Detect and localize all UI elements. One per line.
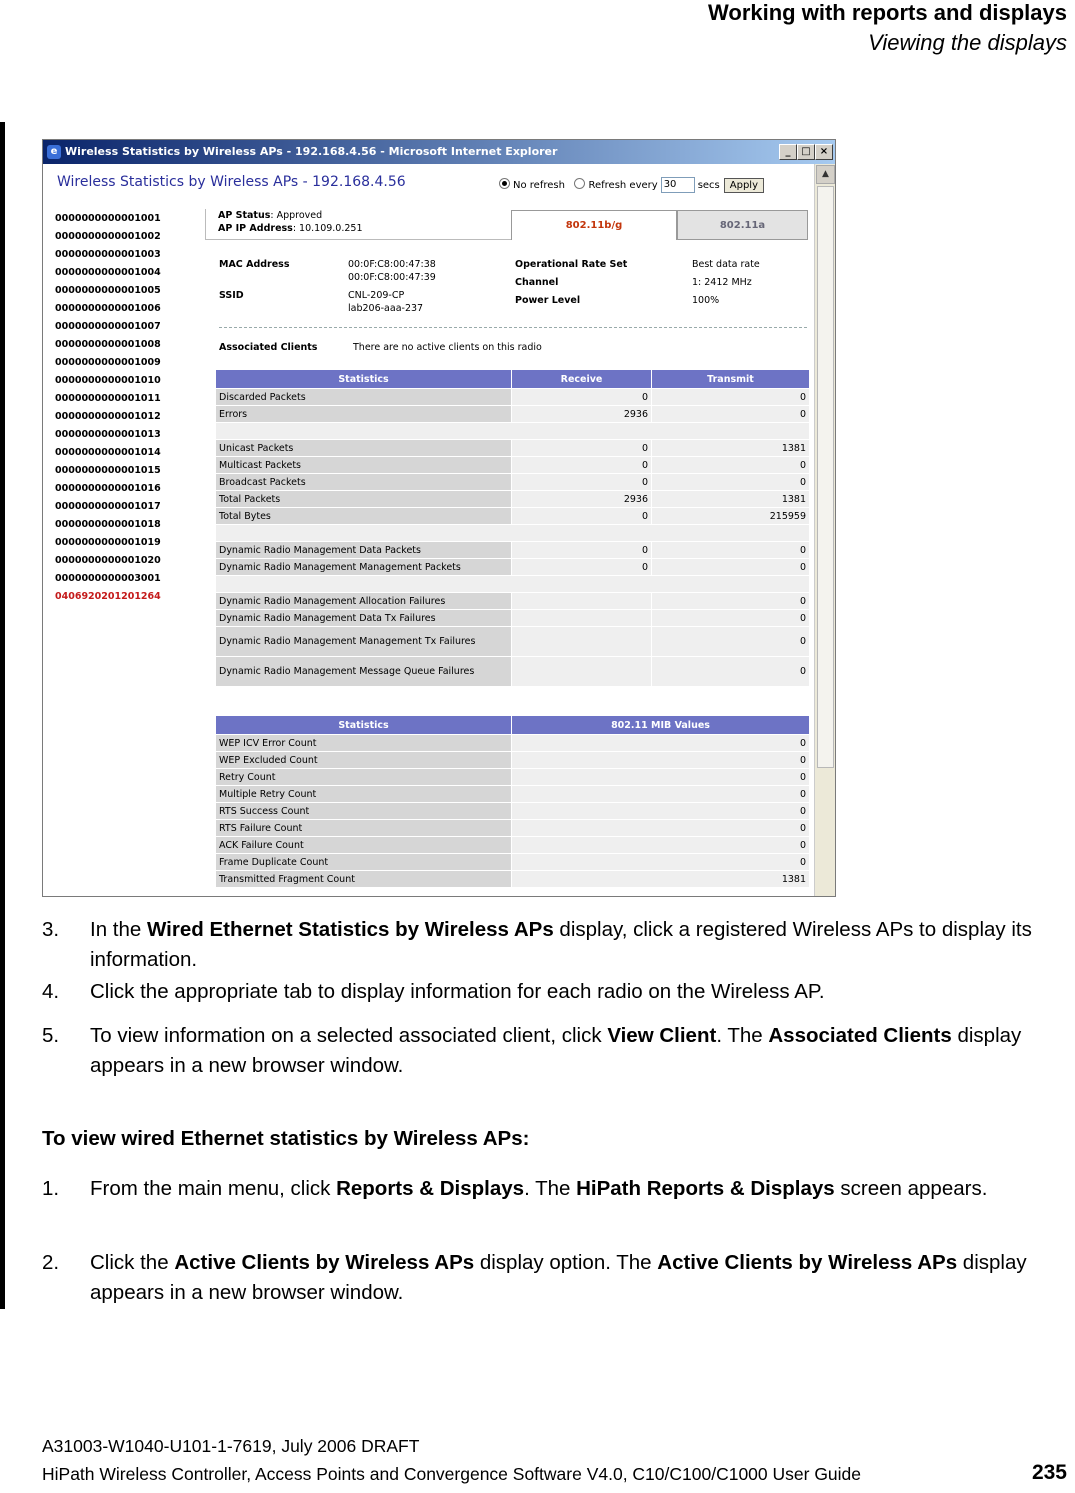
change-bar — [0, 122, 5, 1309]
step-fragment: display appears in a new browser window. — [90, 1024, 1022, 1077]
step-emphasis: Wired Ethernet Statistics by Wireless APs — [147, 918, 554, 941]
table-row — [216, 491, 810, 508]
step-emphasis: HiPath Reports & Displays — [576, 1177, 835, 1200]
ap-list-item[interactable]: 0000000000001014 — [55, 447, 161, 458]
table-row — [216, 457, 810, 474]
refresh-every-label: Refresh every — [588, 180, 658, 191]
ap-list-item[interactable]: 0000000000001015 — [55, 465, 161, 476]
ap-list-item[interactable]: 0000000000001007 — [55, 321, 161, 332]
receive-cell: 0 — [512, 457, 652, 474]
minimize-button[interactable]: _ — [779, 144, 797, 160]
ssid-value-2: lab206-aaa-237 — [348, 303, 424, 314]
tab-802-11a[interactable]: 802.11a — [677, 210, 808, 240]
stat-name-cell: Dynamic Radio Management Management Packets — [216, 559, 512, 576]
mib-value-cell: 0 — [512, 786, 810, 803]
spacer-cell — [216, 576, 810, 593]
table-row — [216, 752, 810, 769]
table-row — [216, 769, 810, 786]
step-fragment: display, click a registered Wireless APs to display its information. — [90, 918, 1032, 971]
window-titlebar — [43, 140, 835, 164]
ap-list-item[interactable]: 0000000000001002 — [55, 231, 161, 242]
stat-name-cell: Multicast Packets — [216, 457, 512, 474]
table-row — [216, 440, 810, 457]
ap-list-item[interactable]: 0000000000001008 — [55, 339, 161, 350]
close-button[interactable]: × — [815, 144, 833, 160]
tab-802-11bg[interactable]: 802.11b/g — [511, 210, 677, 240]
step-text — [90, 915, 1070, 975]
mib-name-cell: WEP ICV Error Count — [216, 735, 512, 752]
assoc-clients-label: Associated Clients — [219, 342, 318, 353]
step-text — [90, 1021, 1070, 1081]
procedure-heading: To view wired Ethernet statistics by Wireless APs: — [42, 1127, 530, 1150]
step-number: 3. — [42, 918, 60, 941]
ap-list-item[interactable]: 0000000000001019 — [55, 537, 161, 548]
transmit-cell: 215959 — [652, 508, 810, 525]
table-row — [216, 786, 810, 803]
ap-list-item[interactable]: 0000000000003001 — [55, 573, 161, 584]
stat-name-cell: Dynamic Radio Management Allocation Failures — [216, 593, 512, 610]
mib-name-cell: Transmitted Fragment Count — [216, 871, 512, 888]
footer-doc-id: A31003-W1040-U101-1-7619, July 2006 DRAFT — [42, 1436, 420, 1456]
ssid-value-1: CNL-209-CP — [348, 290, 405, 301]
page-heading: Wireless Statistics by Wireless APs - 192.168.4.56 — [57, 174, 406, 190]
table-row — [216, 803, 810, 820]
table-row — [216, 542, 810, 559]
mib-name-cell: Multiple Retry Count — [216, 786, 512, 803]
window-title: Wireless Statistics by Wireless APs - 192.168.4.56 - Microsoft Internet Explorer — [65, 145, 558, 158]
receive-cell: 2936 — [512, 491, 652, 508]
step-text — [90, 1248, 1070, 1308]
mib-value-cell: 0 — [512, 769, 810, 786]
rate-label: Operational Rate Set — [515, 259, 628, 270]
receive-cell: 0 — [512, 542, 652, 559]
ap-list-item[interactable]: 0000000000001013 — [55, 429, 161, 440]
step-fragment: Click the appropriate tab to display information for each radio on the Wireless AP. — [90, 980, 825, 1003]
stat-name-cell: Dynamic Radio Management Message Queue Failures — [216, 657, 512, 687]
maximize-button[interactable]: □ — [797, 144, 815, 160]
table-row — [216, 610, 810, 627]
scroll-up-icon[interactable]: ▲ — [816, 165, 835, 184]
table-row — [216, 871, 810, 888]
ssid-label: SSID — [219, 290, 244, 301]
step-fragment: display option. The — [474, 1251, 658, 1274]
ap-list-item[interactable]: 0000000000001010 — [55, 375, 161, 386]
transmit-cell: 0 — [652, 627, 810, 657]
stat-name-cell: Broadcast Packets — [216, 474, 512, 491]
transmit-cell: 0 — [652, 542, 810, 559]
power-label: Power Level — [515, 295, 581, 306]
page-number: 235 — [1031, 1461, 1067, 1484]
step-text — [90, 977, 1070, 1007]
transmit-cell: 0 — [652, 406, 810, 423]
ap-list-item[interactable]: 0000000000001012 — [55, 411, 161, 422]
table-row — [216, 406, 810, 423]
ie-icon: e — [47, 145, 61, 159]
step-number: 1. — [42, 1177, 60, 1200]
mib-header-statistics: Statistics — [216, 716, 512, 735]
mib-name-cell: RTS Failure Count — [216, 820, 512, 837]
step-text — [90, 1174, 1070, 1204]
transmit-cell: 0 — [652, 559, 810, 576]
page-content — [43, 164, 815, 896]
mib-header-values: 802.11 MIB Values — [512, 716, 810, 735]
step-emphasis: Reports & Displays — [336, 1177, 525, 1200]
receive-cell: 0 — [512, 559, 652, 576]
transmit-cell: 1381 — [652, 491, 810, 508]
ap-list-item[interactable]: 0000000000001018 — [55, 519, 161, 530]
apply-button[interactable]: Apply — [724, 178, 764, 193]
step-fragment: screen appears. — [834, 1177, 988, 1200]
mib-name-cell: ACK Failure Count — [216, 837, 512, 854]
mib-name-cell: Frame Duplicate Count — [216, 854, 512, 871]
ap-status-label: AP Status — [218, 210, 271, 221]
ap-status-value: : Approved — [270, 210, 323, 221]
table-row — [216, 423, 810, 440]
stat-name-cell: Total Bytes — [216, 508, 512, 525]
transmit-cell: 0 — [652, 593, 810, 610]
step-number: 2. — [42, 1251, 60, 1274]
step-fragment: In the — [90, 918, 147, 941]
table-row — [216, 576, 810, 593]
mib-value-cell: 1381 — [512, 871, 810, 888]
mib-value-cell: 0 — [512, 837, 810, 854]
step-emphasis: Active Clients by Wireless APs — [174, 1251, 475, 1274]
receive-cell — [512, 627, 652, 657]
secs-label: secs — [697, 180, 720, 191]
ap-list — [55, 210, 161, 606]
ap-list-item[interactable]: 0000000000001003 — [55, 249, 161, 260]
transmit-cell: 0 — [652, 457, 810, 474]
transmit-cell: 0 — [652, 389, 810, 406]
step-fragment: From the main menu, click — [90, 1177, 337, 1200]
mac-value-2: 00:0F:C8:00:47:39 — [348, 272, 436, 283]
browser-screenshot — [42, 139, 836, 897]
step-fragment: . The — [716, 1024, 769, 1047]
header-subtitle: Viewing the displays — [868, 30, 1067, 55]
assoc-clients-value: There are no active clients on this radio — [353, 342, 542, 353]
ap-ip-label: AP IP Address — [218, 223, 293, 234]
no-refresh-radio[interactable] — [499, 178, 510, 189]
ap-list-item[interactable]: 0000000000001006 — [55, 303, 161, 314]
stat-name-cell: Unicast Packets — [216, 440, 512, 457]
ap-status-panel — [205, 209, 511, 240]
step-fragment: display appears in a new browser window. — [90, 1251, 1027, 1304]
scroll-thumb[interactable] — [817, 186, 834, 768]
channel-label: Channel — [515, 277, 559, 288]
mib-value-cell: 0 — [512, 854, 810, 871]
table-row — [216, 837, 810, 854]
table-row — [216, 657, 810, 687]
ap-list-item[interactable]: 0000000000001011 — [55, 393, 161, 404]
step-fragment: . The — [524, 1177, 577, 1200]
rate-value: Best data rate — [692, 259, 760, 270]
spacer-cell — [216, 423, 810, 440]
vertical-scrollbar[interactable] — [814, 164, 835, 896]
divider — [219, 327, 807, 328]
stats-header-transmit: Transmit — [652, 370, 810, 389]
step-fragment: To view information on a selected associated client, click — [90, 1024, 608, 1047]
transmit-cell: 1381 — [652, 440, 810, 457]
spacer-cell — [216, 525, 810, 542]
receive-cell: 2936 — [512, 406, 652, 423]
receive-cell: 0 — [512, 440, 652, 457]
ap-list-item[interactable]: 0000000000001001 — [55, 213, 161, 224]
refresh-controls — [499, 177, 764, 193]
table-row — [216, 525, 810, 542]
transmit-cell: 0 — [652, 610, 810, 627]
table-row — [216, 508, 810, 525]
mac-label: MAC Address — [219, 259, 290, 270]
footer-guide-title: HiPath Wireless Controller, Access Points and Convergence Software V4.0, C10/C100/C1000 User Guide — [42, 1464, 862, 1484]
step-fragment: Click the — [90, 1251, 175, 1274]
step-emphasis: Associated Clients — [768, 1024, 952, 1047]
step-emphasis: Active Clients by Wireless APs — [657, 1251, 958, 1274]
stat-name-cell: Discarded Packets — [216, 389, 512, 406]
ap-list-item[interactable]: 0000000000001009 — [55, 357, 161, 368]
receive-cell — [512, 657, 652, 687]
receive-cell: 0 — [512, 389, 652, 406]
table-row — [216, 820, 810, 837]
ap-list-item[interactable]: 0000000000001020 — [55, 555, 161, 566]
stats-header-receive: Receive — [512, 370, 652, 389]
step-emphasis: View Client — [607, 1024, 717, 1047]
mib-name-cell: WEP Excluded Count — [216, 752, 512, 769]
receive-cell: 0 — [512, 508, 652, 525]
ap-ip-value: : 10.109.0.251 — [292, 223, 363, 234]
table-row — [216, 389, 810, 406]
ap-list-item[interactable]: 0000000000001017 — [55, 501, 161, 512]
mib-value-cell: 0 — [512, 820, 810, 837]
ap-list-item[interactable]: 0000000000001005 — [55, 285, 161, 296]
transmit-cell: 0 — [652, 474, 810, 491]
receive-cell — [512, 610, 652, 627]
table-row — [216, 735, 810, 752]
ap-list-item[interactable]: 0000000000001004 — [55, 267, 161, 278]
receive-cell: 0 — [512, 474, 652, 491]
channel-value: 1: 2412 MHz — [692, 277, 752, 288]
mib-value-cell: 0 — [512, 735, 810, 752]
stats-header-statistics: Statistics — [216, 370, 512, 389]
table-row — [216, 559, 810, 576]
stat-name-cell: Dynamic Radio Management Data Tx Failures — [216, 610, 512, 627]
step-number: 5. — [42, 1024, 60, 1047]
table-row — [216, 627, 810, 657]
mib-name-cell: RTS Success Count — [216, 803, 512, 820]
step-number: 4. — [42, 980, 60, 1003]
table-row — [216, 854, 810, 871]
refresh-every-radio[interactable] — [574, 178, 585, 189]
mib-table — [215, 715, 810, 888]
header-title: Working with reports and displays — [708, 0, 1067, 25]
transmit-cell: 0 — [652, 657, 810, 687]
refresh-interval-input[interactable]: 30 — [661, 177, 695, 193]
ap-list-item[interactable]: 0000000000001016 — [55, 483, 161, 494]
table-row — [216, 474, 810, 491]
receive-cell — [512, 593, 652, 610]
table-row — [216, 593, 810, 610]
mib-value-cell: 0 — [512, 752, 810, 769]
stat-name-cell: Total Packets — [216, 491, 512, 508]
no-refresh-label: No refresh — [513, 180, 565, 191]
stat-name-cell: Errors — [216, 406, 512, 423]
stat-name-cell: Dynamic Radio Management Management Tx Failures — [216, 627, 512, 657]
power-value: 100% — [692, 295, 720, 306]
mib-name-cell: Retry Count — [216, 769, 512, 786]
ap-list-item[interactable]: 0406920201201264 — [55, 591, 161, 602]
mib-value-cell: 0 — [512, 803, 810, 820]
stat-name-cell: Dynamic Radio Management Data Packets — [216, 542, 512, 559]
mac-value-1: 00:0F:C8:00:47:38 — [348, 259, 436, 270]
stats-table — [215, 369, 810, 687]
